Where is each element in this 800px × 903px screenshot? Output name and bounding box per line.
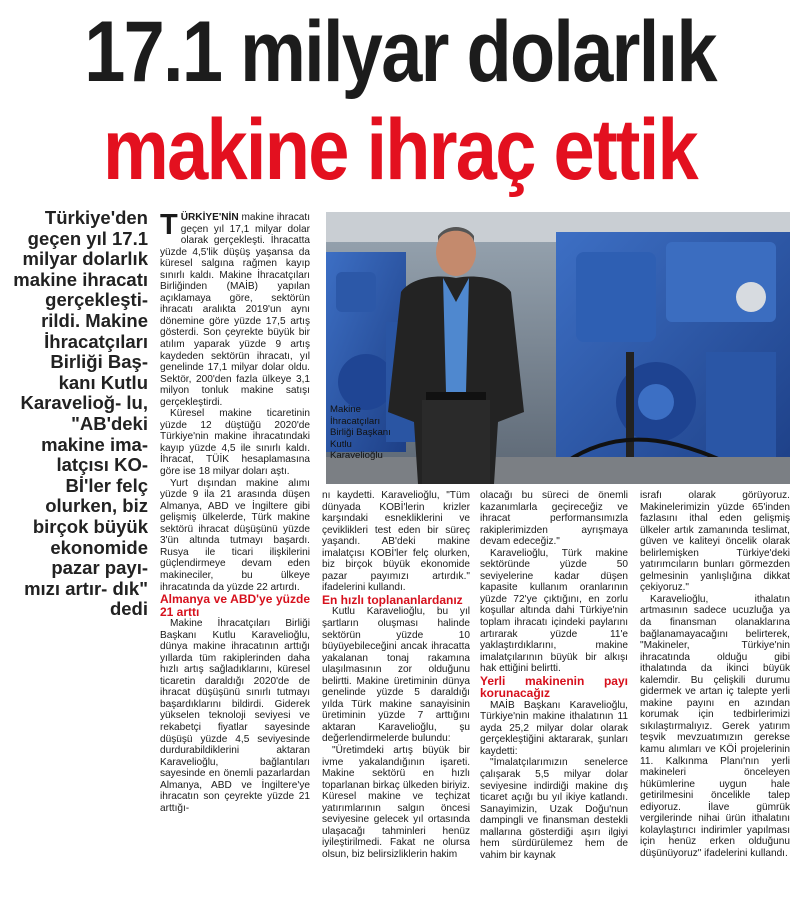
photo-machinery-portrait [326,212,790,484]
paragraph: MAİB Başkanı Karavelioğlu, Türkiye'nin makine ithalatının 11 ayda 25,2 milyar dolar olarak gerçekleştiğini aktararak, şunları kaydetti: [480,699,628,757]
column-1 [160,209,310,814]
photo-caption: Makine İhracatçıları Birliği Başkanı Kutlu Karavelioğlu [330,404,391,461]
subheading: Almanya ve ABD'ye yüzde 21 arttı [160,592,310,619]
headline-line1: 17.1 milyar dolarlık [84,4,716,100]
paragraph-text: makine ihracatı geçen yıl 17,1 milyar dolar olarak gerçekleşti. İhracatta yüzde 4,5'lik düşüş yaşansa da küresel salgına rağmen kayıp sınırlı kaldı. Makine İhracatçıları Birliğinden (MAİB) yapılan açıklamaya göre, sektörün ihracatı aralıkta 2019'un aynı dönemine göre yüzde 17,5 artış gösterdi. Son çeyrekte büyük bir atılım yaparak yüzde 9 artış kaydeden sektörün ihracatı, yıl genelinde 17,1 milyar dolar oldu. Sektör, 200'den fazla ülkeye 3,1 milyon tonluk makine satışı gerçekleştirdi. [160,212,310,408]
column-3 [480,490,628,861]
paragraph: Karavelioğlu, Türk makine sektöründe yüzde 50 seviyelerine kadar düşen kapasite kullanım oranlarının yüzde 72'ye çıktığını, en zorlu koşullar altında dahi Türkiye'nin toplam ihracatı içindeki paylarını artırarak yüzde 11'e yaklaştırdıklarını, makine imalatçılarının büyük bir alkışı hak ettiğini belirtti. [480,547,628,675]
column-4 [640,490,790,860]
paragraph: Yurt dışından makine alımı yüzde 9 ila 21 arasında düşen Almanya, ABD ve İngiltere gibi gelişmiş ülkelerde, Türk makine sektörü ihracat düşüşünü yüzde 3'ün altında tutmayı başardı. Rusya ile ticari ilişkilerini güçlendirmeye devam eden makineciler, bu ülkeye ihracatında da yüzde 22 artırdı. [160,477,310,593]
paragraph: "Üretimdeki artış büyük bir ivme yakalandığının işareti. Makine sektörü en hızlı toparlanan birkaç ülkeden biriyiz. Küresel makine ve teçhizat yatırımlarının salgın öncesi seviyesine gelecek yıl ortasında ulaşacağı tahminleri henüz iyileştirilmedi. Fakat ne olursa olsun, biz belirsizliklerin hakim [322,744,470,860]
paragraph: "İmalatçılarımızın senelerce çalışarak 5,5 milyar dolar seviyesine indirdiği makine dış ticaret açığı bu yıl ikiye katlandı. Sanayimizin, Uzak Doğu'nun dampingli ve finansman destekli mallarına gösterdiği aşırı ilgiyi hem sürdürülemez hem de vahim bir kaynak [480,757,628,861]
lead-bold: ÜRKİYE'NİN [180,212,239,223]
paragraph: Karavelioğlu, ithalatın artmasının sadece ucuzluğa ya da finansman olanaklarına bağlanamayacağını belirterek, "Makineler, Türkiye'nin ihracatında olduğu gibi ithalatında da ikinci büyük kalemdir. Bu çelişkili durumu gidermek ve artan iç talepte yerli makine payını en azından korumak için tedbirlerimizi sıkılaştırmalıyız. Gerek yatırım teşvik mevzuatımızın gerekse kamu alımları ve KÖİ projelerinin 11. Kalkınma Planı'nın yerli makineleri önceleyen hükümlerine uygun hale getirilmesini öncelikle talep ediyoruz. İlave gümrük vergilerinde nihai ürün ithalatını kolaylaştırıcı indirimler yapılması için henüz erken olduğunu düşünüyoruz" ifadelerini kullandı. [640,593,790,859]
photo-illustration [326,212,790,484]
subheading: En hızlı toplananlardanız [322,592,463,607]
paragraph: olacağı bu süreci de önemli kazanımlarla geçireceğiz ve ihracat performansımızla rakiplerimizden ayrışmaya devam edeceğiz." [480,490,628,548]
lede-summary: Türkiye'den geçen yıl 17.1 milyar dolarlık makine ihracatı gerçekleşti- rildi. Makine İhracatçıları Birliği Baş- kanı Kutlu Karavelioğ- lu, "AB'deki makine ima- latçısı KO- Bİ'ler felç olurken, biz birçok büyük ekonomide pazar payı- mızı artır- dık" dedi [13,207,148,620]
column-2 [322,490,470,860]
paragraph: Kutlu Karavelioğlu, bu yıl şartların oluşması halinde sektörün yüzde 10 büyüyebileceğini ancak ihracatta yakalanan tonaj rakamına ulaşılmasının zor olduğunu belirtti. Makine üretiminin dünya genelinde yüzde 5 daraldığı yılda Türk makine sanayisinin üretiminin yüzde 7 arttığını aktaran Karavelioğlu, şu değerlendirmelerde bulundu: [322,606,470,745]
paragraph: Makine İhracatçıları Birliği Başkanı Kutlu Karavelioğlu, dünya makine ihracatının arttığı yıllarda tüm rakiplerinden daha hızlı artış sağladıklarını, küresel ticaretin daraldığı 2020'de de ihracat düşüşünü sınırlı tutmayı başardıklarını bildirdi. Giderek yükselen teknoloji seviyesi ve rekabetçi fiyatlar sayesinde düşüşü yüzde 4,5 seviyesinde durdurabildiklerini aktaran Karavelioğlu, bağlantıları sayesinde en önemli pazarlardan Almanya, ABD ve İngiltere'ye ihracatın son çeyrekte yüzde 21 arttığı- [160,618,310,814]
paragraph: Küresel makine ticaretinin yüzde 12 düştüğü 2020'de Türkiye'nin makine ihracatındaki kayıp yüzde 4,5 ile sınırlı kaldı. İhracat, TÜİK hesaplamasına göre ise 18 milyar doları aştı. [160,408,310,478]
dropcap: T [160,209,178,241]
headline-line2: makine ihraç ettik [103,102,697,198]
paragraph [160,209,310,408]
subheading: Yerli makinenin payı korunacağız [480,673,628,701]
paragraph: nı kaydetti. Karavelioğlu, "Tüm dünyada KOBİ'lerin krizler karşındaki esnekliklerini ve çeviklikleri test eden bir süreç yaşandı. AB'deki makine imalatçısı KOBİ'ler felç olurken, biz birçok büyük ekonomide pazar payımızı artırdık." ifadelerini kullandı. [322,490,470,594]
paragraph: israfı olarak görüyoruz. Makinelerimizin yüzde 65'inden fazlasını ithal eden gelişmiş ülkeler artık zamanında teslimat, güven ve kaliteyi öncelik olarak belirlemişken Türkiye'deki yatırımcıların bunları görmezden gelmesinin yanlışlığına dikkat çekiyoruz." [640,490,790,594]
